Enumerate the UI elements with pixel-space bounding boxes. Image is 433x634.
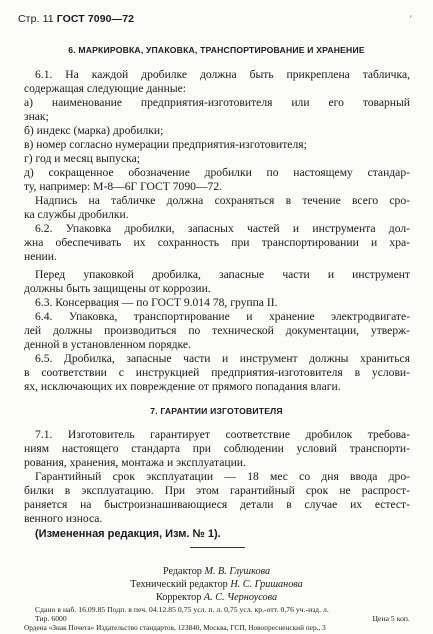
credit-name: Н. С. Гришанова xyxy=(230,579,303,590)
imprint-dates: Сдано в наб. 16.09.85 Подп. в печ. 04.12.85 0,75 усл. п. л. 0,75 усл. кр.-отт. 0,76 уч.-изд. л. xyxy=(35,605,329,614)
s6-line: знак; xyxy=(24,110,49,123)
credit-editor xyxy=(0,565,433,578)
s6-line: Перед упаковкой дробилка, запасные части и инструмент xyxy=(35,268,410,281)
credit-tech-editor xyxy=(0,578,433,591)
s7-line: Гарантийный срок эксплуатации — 18 мес со дня ввода дро- xyxy=(35,470,410,483)
s6-line: ту, например: М-8—6Г ГОСТ 7090—72. xyxy=(24,180,223,193)
s7-line: билки в эксплуатацию. При этом гарантийный срок не распрост- xyxy=(24,484,410,497)
imprint-publisher: Ордена «Знак Почета» Издательство стандартов, 123840, Москва, ГСП, Новопресненский пер., 3 xyxy=(24,624,326,632)
s6-line: ях, исключающих их повреждение от прямого попадания влаги. xyxy=(24,380,341,393)
s6-line: ка службы дробилки. xyxy=(24,208,129,221)
s6-line: жна обеспечивать их сохранность при транспортировании и хра- xyxy=(24,236,410,249)
imprint-print-run: Тир. 6000 xyxy=(35,614,67,623)
corner-mark: ' xyxy=(410,14,412,24)
s6-line: а) наименование предприятия-изготовителя или его товарный xyxy=(24,96,410,109)
s6-line: 6.1. На каждой дробилке должна быть прикреплена табличка, xyxy=(35,68,410,81)
amendment-note: (Измененная редакция, Изм. № 1). xyxy=(35,528,221,540)
credit-role: Технический редактор xyxy=(130,579,228,590)
s7-line: 7.1. Изготовитель гарантирует соответствие дробилок требова- xyxy=(35,428,410,441)
s6-line: 6.5. Дробилка, запасные части и инструмент должны храниться xyxy=(35,352,410,365)
s6-line: в) номер согласно нумерации предприятия-изготовителя; xyxy=(24,138,307,151)
s6-line: в соответствии с инструкцией предприятия-изготовителя в услови- xyxy=(24,366,410,379)
s6-line: Надпись на табличке должна сохраняться в течение всего сро- xyxy=(35,194,410,207)
credit-role: Корректор xyxy=(155,592,202,603)
separator-rule xyxy=(190,547,245,548)
s6-line: содержащая следующие данные: xyxy=(24,82,186,95)
s6-line: денной в установленном порядке. xyxy=(24,338,191,351)
s6-line: д) сокращенное обозначение дробилки по настоящему стандар- xyxy=(24,166,410,179)
section-6-title: 6. МАРКИРОВКА, УПАКОВКА, ТРАНСПОРТИРОВАНИЕ И ХРАНЕНИЕ xyxy=(68,45,365,55)
page-number: Стр. 11 xyxy=(18,13,54,25)
credit-name: М. В. Глушкова xyxy=(204,566,271,577)
s6-line: нении. xyxy=(24,250,57,263)
standard-code: ГОСТ 7090—72 xyxy=(56,13,135,25)
credit-corrector xyxy=(0,591,433,604)
s6-line: лей должны производиться по технической документации, утверж- xyxy=(24,324,410,337)
imprint-price: Цена 5 коп. xyxy=(372,614,410,623)
credit-name: А. С. Черноусова xyxy=(203,592,278,603)
s7-line: венного износа. xyxy=(24,512,103,525)
section-7-title: 7. ГАРАНТИИ ИЗГОТОВИТЕЛЯ xyxy=(150,406,283,416)
page-header xyxy=(18,13,134,25)
s7-line: раняется на быстроизнашивающиеся детали в случае их естест- xyxy=(24,498,410,511)
credit-role: Редактор xyxy=(162,566,202,577)
s6-line: 6.2. Упаковка дробилки, запасных частей и инструмента дол- xyxy=(35,222,410,235)
s6-line: 6.3. Консервация — по ГОСТ 9.014 78, группа II. xyxy=(35,296,278,309)
s6-line: г) год и месяц выпуска; xyxy=(24,152,140,165)
s6-line: должны быть защищены от коррозии. xyxy=(24,282,211,295)
s6-line: 6.4. Упаковка, транспортирование и хранение электродвигате- xyxy=(35,310,410,323)
s7-line: рования, хранения, монтажа и эксплуатации. xyxy=(24,456,246,469)
s6-line: б) индекс (марка) дробилки; xyxy=(24,124,164,137)
s7-line: ниям настоящего стандарта при соблюдении условий транспорти- xyxy=(24,442,410,455)
